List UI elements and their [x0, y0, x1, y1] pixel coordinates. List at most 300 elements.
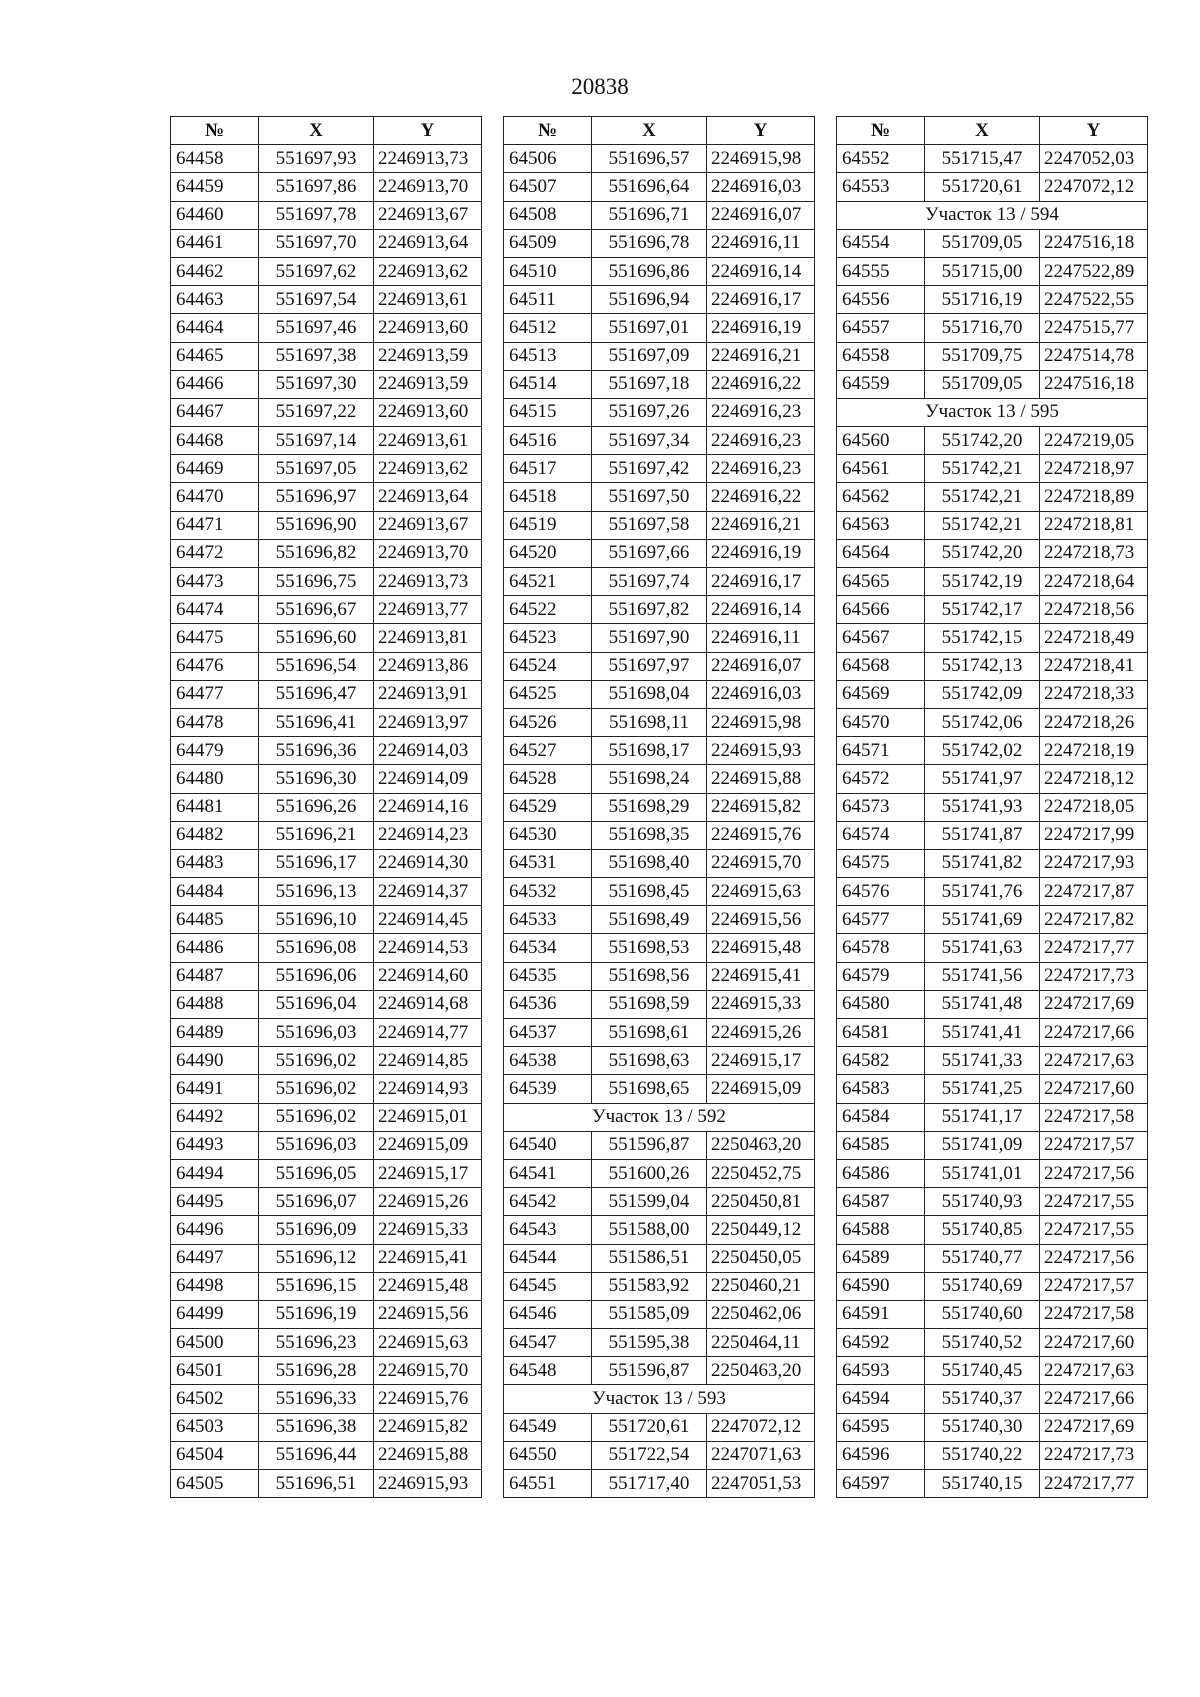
- table-row: [171, 680, 482, 708]
- x-coordinate-cell: 551696,04: [259, 990, 374, 1018]
- y-coordinate-cell: 2246915,26: [374, 1188, 482, 1216]
- table-row: [171, 286, 482, 314]
- y-coordinate-cell: 2246913,73: [374, 568, 482, 596]
- y-coordinate-cell: 2250464,11: [707, 1329, 815, 1357]
- point-number-cell: 64522: [504, 596, 592, 624]
- table-row: [171, 1159, 482, 1187]
- point-number-cell: 64527: [504, 737, 592, 765]
- table-row: [837, 173, 1148, 201]
- y-coordinate-cell: 2250462,06: [707, 1300, 815, 1328]
- table-row: [504, 1244, 815, 1272]
- x-coordinate-cell: 551696,47: [259, 680, 374, 708]
- point-number-cell: 64569: [837, 680, 925, 708]
- y-coordinate-cell: 2247217,69: [1040, 990, 1148, 1018]
- x-coordinate-cell: 551697,01: [592, 314, 707, 342]
- x-coordinate-cell: 551698,29: [592, 793, 707, 821]
- point-number-cell: 64575: [837, 849, 925, 877]
- x-coordinate-cell: 551742,09: [925, 680, 1040, 708]
- x-coordinate-cell: 551740,69: [925, 1272, 1040, 1300]
- table-row: [504, 1047, 815, 1075]
- x-coordinate-cell: 551697,18: [592, 370, 707, 398]
- table-row: [171, 370, 482, 398]
- x-coordinate-cell: 551698,40: [592, 849, 707, 877]
- y-coordinate-cell: 2246913,97: [374, 708, 482, 736]
- y-coordinate-cell: 2246913,64: [374, 483, 482, 511]
- y-coordinate-cell: 2246913,60: [374, 314, 482, 342]
- table-row: [837, 708, 1148, 736]
- y-coordinate-cell: 2250460,21: [707, 1272, 815, 1300]
- point-number-cell: 64567: [837, 624, 925, 652]
- table-row: [504, 1413, 815, 1441]
- table-row: [837, 962, 1148, 990]
- x-coordinate-cell: 551742,15: [925, 624, 1040, 652]
- point-number-cell: 64508: [504, 201, 592, 229]
- y-coordinate-cell: 2247218,41: [1040, 652, 1148, 680]
- y-coordinate-cell: 2246913,60: [374, 398, 482, 426]
- table-row: [504, 1300, 815, 1328]
- table-row: [504, 878, 815, 906]
- y-coordinate-cell: 2246915,93: [374, 1470, 482, 1498]
- table-row: [171, 398, 482, 426]
- table-row: [504, 765, 815, 793]
- y-coordinate-cell: 2246913,62: [374, 455, 482, 483]
- x-coordinate-cell: 551716,70: [925, 314, 1040, 342]
- table-row: [837, 906, 1148, 934]
- y-coordinate-cell: 2250450,05: [707, 1244, 815, 1272]
- table-row: [504, 1329, 815, 1357]
- x-coordinate-cell: 551697,97: [592, 652, 707, 680]
- table-row: [171, 1216, 482, 1244]
- point-number-cell: 64498: [171, 1272, 259, 1300]
- point-number-cell: 64536: [504, 990, 592, 1018]
- y-coordinate-cell: 2250463,20: [707, 1131, 815, 1159]
- point-number-cell: 64558: [837, 342, 925, 370]
- y-coordinate-cell: 2246913,70: [374, 539, 482, 567]
- x-coordinate-cell: 551715,47: [925, 145, 1040, 173]
- y-coordinate-cell: 2246915,41: [707, 962, 815, 990]
- x-coordinate-cell: 551741,87: [925, 821, 1040, 849]
- y-coordinate-cell: 2247218,05: [1040, 793, 1148, 821]
- point-number-cell: 64476: [171, 652, 259, 680]
- table-row: [504, 1159, 815, 1187]
- table-row: [504, 652, 815, 680]
- point-number-cell: 64475: [171, 624, 259, 652]
- y-coordinate-cell: 2247217,69: [1040, 1413, 1148, 1441]
- y-coordinate-cell: 2247218,89: [1040, 483, 1148, 511]
- y-coordinate-cell: 2247217,55: [1040, 1188, 1148, 1216]
- point-number-cell: 64487: [171, 962, 259, 990]
- x-coordinate-cell: 551698,35: [592, 821, 707, 849]
- y-coordinate-cell: 2246915,26: [707, 1019, 815, 1047]
- point-number-cell: 64563: [837, 511, 925, 539]
- point-number-cell: 64576: [837, 878, 925, 906]
- point-number-cell: 64568: [837, 652, 925, 680]
- y-coordinate-cell: 2246915,76: [374, 1385, 482, 1413]
- y-coordinate-cell: 2247218,12: [1040, 765, 1148, 793]
- point-number-cell: 64496: [171, 1216, 259, 1244]
- x-coordinate-cell: 551698,45: [592, 878, 707, 906]
- x-coordinate-cell: 551697,34: [592, 427, 707, 455]
- table-row: [837, 1244, 1148, 1272]
- x-coordinate-cell: 551697,54: [259, 286, 374, 314]
- y-coordinate-cell: 2246915,82: [374, 1413, 482, 1441]
- table-row: [504, 201, 815, 229]
- x-coordinate-cell: 551697,46: [259, 314, 374, 342]
- x-coordinate-cell: 551740,45: [925, 1357, 1040, 1385]
- y-coordinate-cell: 2246915,09: [707, 1075, 815, 1103]
- y-coordinate-cell: 2246916,07: [707, 652, 815, 680]
- x-coordinate-cell: 551696,54: [259, 652, 374, 680]
- table-header-row: [837, 117, 1148, 145]
- y-coordinate-cell: 2246913,59: [374, 342, 482, 370]
- x-coordinate-cell: 551696,02: [259, 1075, 374, 1103]
- y-coordinate-cell: 2247217,66: [1040, 1019, 1148, 1047]
- point-number-cell: 64543: [504, 1216, 592, 1244]
- point-number-cell: 64584: [837, 1103, 925, 1131]
- table-row: [504, 173, 815, 201]
- table-row: [504, 229, 815, 257]
- y-coordinate-cell: 2246916,14: [707, 596, 815, 624]
- y-coordinate-cell: 2246914,85: [374, 1047, 482, 1075]
- table-row: [171, 1413, 482, 1441]
- y-coordinate-cell: 2246916,17: [707, 286, 815, 314]
- point-number-cell: 64501: [171, 1357, 259, 1385]
- section-title: Участок 13 / 594: [837, 201, 1148, 229]
- x-coordinate-cell: 551696,44: [259, 1441, 374, 1469]
- section-row: [504, 1385, 815, 1413]
- y-coordinate-cell: 2246913,73: [374, 145, 482, 173]
- table-row: [171, 737, 482, 765]
- table-row: [504, 934, 815, 962]
- y-coordinate-cell: 2246913,62: [374, 257, 482, 285]
- table-row: [837, 652, 1148, 680]
- x-coordinate-cell: 551696,38: [259, 1413, 374, 1441]
- table-row: [171, 483, 482, 511]
- point-number-cell: 64581: [837, 1019, 925, 1047]
- table-row: [171, 1131, 482, 1159]
- point-number-cell: 64526: [504, 708, 592, 736]
- point-number-cell: 64591: [837, 1300, 925, 1328]
- point-number-cell: 64537: [504, 1019, 592, 1047]
- point-number-cell: 64561: [837, 455, 925, 483]
- point-number-cell: 64481: [171, 793, 259, 821]
- y-coordinate-cell: 2246913,61: [374, 286, 482, 314]
- x-coordinate-cell: 551696,21: [259, 821, 374, 849]
- y-coordinate-cell: 2247052,03: [1040, 145, 1148, 173]
- table-row: [837, 229, 1148, 257]
- table-header-row: [171, 117, 482, 145]
- point-number-cell: 64573: [837, 793, 925, 821]
- point-number-cell: 64469: [171, 455, 259, 483]
- table-row: [171, 455, 482, 483]
- table-row: [837, 737, 1148, 765]
- x-coordinate-cell: 551586,51: [592, 1244, 707, 1272]
- y-coordinate-cell: 2247217,93: [1040, 849, 1148, 877]
- x-coordinate-cell: 551696,09: [259, 1216, 374, 1244]
- point-number-cell: 64549: [504, 1413, 592, 1441]
- point-number-cell: 64528: [504, 765, 592, 793]
- point-number-cell: 64505: [171, 1470, 259, 1498]
- table-row: [504, 342, 815, 370]
- table-row: [504, 990, 815, 1018]
- point-number-cell: 64460: [171, 201, 259, 229]
- table-row: [837, 370, 1148, 398]
- table-row: [504, 1131, 815, 1159]
- point-number-cell: 64466: [171, 370, 259, 398]
- table-row: [504, 1188, 815, 1216]
- table-row: [837, 1075, 1148, 1103]
- y-coordinate-cell: 2247217,73: [1040, 962, 1148, 990]
- y-coordinate-cell: 2247217,60: [1040, 1075, 1148, 1103]
- table-row: [504, 849, 815, 877]
- y-coordinate-cell: 2247217,58: [1040, 1300, 1148, 1328]
- table-row: [171, 1441, 482, 1469]
- point-number-cell: 64467: [171, 398, 259, 426]
- table-header-row: [504, 117, 815, 145]
- y-coordinate-cell: 2250450,81: [707, 1188, 815, 1216]
- table-row: [837, 257, 1148, 285]
- y-coordinate-cell: 2246916,23: [707, 455, 815, 483]
- y-coordinate-cell: 2246915,17: [374, 1159, 482, 1187]
- y-coordinate-cell: 2246915,48: [374, 1272, 482, 1300]
- y-coordinate-cell: 2247218,33: [1040, 680, 1148, 708]
- x-coordinate-cell: 551740,85: [925, 1216, 1040, 1244]
- y-coordinate-cell: 2246915,09: [374, 1131, 482, 1159]
- table-row: [171, 1300, 482, 1328]
- x-coordinate-cell: 551741,56: [925, 962, 1040, 990]
- y-coordinate-cell: 2247217,82: [1040, 906, 1148, 934]
- x-coordinate-cell: 551742,06: [925, 708, 1040, 736]
- x-coordinate-cell: 551600,26: [592, 1159, 707, 1187]
- y-coordinate-cell: 2247217,63: [1040, 1047, 1148, 1075]
- point-number-cell: 64494: [171, 1159, 259, 1187]
- y-coordinate-cell: 2247516,18: [1040, 229, 1148, 257]
- point-number-cell: 64545: [504, 1272, 592, 1300]
- table-row: [837, 427, 1148, 455]
- table-row: [171, 765, 482, 793]
- y-coordinate-cell: 2246916,07: [707, 201, 815, 229]
- table-row: [837, 1131, 1148, 1159]
- y-coordinate-cell: 2247217,55: [1040, 1216, 1148, 1244]
- y-coordinate-cell: 2250452,75: [707, 1159, 815, 1187]
- table-row: [171, 596, 482, 624]
- y-coordinate-cell: 2247218,81: [1040, 511, 1148, 539]
- point-number-cell: 64580: [837, 990, 925, 1018]
- x-coordinate-cell: 551698,61: [592, 1019, 707, 1047]
- table-row: [837, 680, 1148, 708]
- table-row: [837, 568, 1148, 596]
- point-number-cell: 64515: [504, 398, 592, 426]
- point-number-cell: 64470: [171, 483, 259, 511]
- x-coordinate-cell: 551742,20: [925, 427, 1040, 455]
- table-row: [504, 680, 815, 708]
- x-coordinate-cell: 551741,25: [925, 1075, 1040, 1103]
- table-row: [171, 1470, 482, 1498]
- point-number-cell: 64544: [504, 1244, 592, 1272]
- column-header-number: №: [837, 117, 925, 145]
- table-row: [504, 483, 815, 511]
- x-coordinate-cell: 551696,12: [259, 1244, 374, 1272]
- point-number-cell: 64465: [171, 342, 259, 370]
- table-row: [171, 878, 482, 906]
- table-row: [837, 1329, 1148, 1357]
- point-number-cell: 64491: [171, 1075, 259, 1103]
- table-row: [504, 1019, 815, 1047]
- y-coordinate-cell: 2247217,56: [1040, 1244, 1148, 1272]
- table-row: [837, 878, 1148, 906]
- point-number-cell: 64488: [171, 990, 259, 1018]
- point-number-cell: 64594: [837, 1385, 925, 1413]
- x-coordinate-cell: 551696,07: [259, 1188, 374, 1216]
- x-coordinate-cell: 551697,62: [259, 257, 374, 285]
- x-coordinate-cell: 551697,09: [592, 342, 707, 370]
- x-coordinate-cell: 551696,64: [592, 173, 707, 201]
- table-row: [171, 314, 482, 342]
- point-number-cell: 64459: [171, 173, 259, 201]
- point-number-cell: 64520: [504, 539, 592, 567]
- y-coordinate-cell: 2246915,33: [707, 990, 815, 1018]
- point-number-cell: 64514: [504, 370, 592, 398]
- point-number-cell: 64539: [504, 1075, 592, 1103]
- section-row: [504, 1103, 815, 1131]
- y-coordinate-cell: 2246915,88: [707, 765, 815, 793]
- y-coordinate-cell: 2246916,23: [707, 427, 815, 455]
- x-coordinate-cell: 551741,17: [925, 1103, 1040, 1131]
- x-coordinate-cell: 551696,02: [259, 1103, 374, 1131]
- y-coordinate-cell: 2246915,76: [707, 821, 815, 849]
- table-row: [171, 342, 482, 370]
- point-number-cell: 64578: [837, 934, 925, 962]
- y-coordinate-cell: 2246913,81: [374, 624, 482, 652]
- y-coordinate-cell: 2246915,82: [707, 793, 815, 821]
- point-number-cell: 64485: [171, 906, 259, 934]
- x-coordinate-cell: 551740,37: [925, 1385, 1040, 1413]
- x-coordinate-cell: 551696,06: [259, 962, 374, 990]
- column-header-x: X: [592, 117, 707, 145]
- table-row: [504, 708, 815, 736]
- column-header-number: №: [504, 117, 592, 145]
- point-number-cell: 64492: [171, 1103, 259, 1131]
- table-row: [171, 1244, 482, 1272]
- section-row: [837, 201, 1148, 229]
- y-coordinate-cell: 2246913,61: [374, 427, 482, 455]
- point-number-cell: 64564: [837, 539, 925, 567]
- x-coordinate-cell: 551696,75: [259, 568, 374, 596]
- point-number-cell: 64499: [171, 1300, 259, 1328]
- table-row: [171, 906, 482, 934]
- table-row: [171, 990, 482, 1018]
- table-row: [171, 708, 482, 736]
- y-coordinate-cell: 2246915,70: [374, 1357, 482, 1385]
- point-number-cell: 64552: [837, 145, 925, 173]
- y-coordinate-cell: 2247218,49: [1040, 624, 1148, 652]
- x-coordinate-cell: 551696,13: [259, 878, 374, 906]
- table-row: [837, 483, 1148, 511]
- coordinates-table-1: [170, 116, 482, 1498]
- x-coordinate-cell: 551740,22: [925, 1441, 1040, 1469]
- point-number-cell: 64550: [504, 1441, 592, 1469]
- table-row: [171, 427, 482, 455]
- table-row: [504, 145, 815, 173]
- x-coordinate-cell: 551742,21: [925, 511, 1040, 539]
- y-coordinate-cell: 2246913,77: [374, 596, 482, 624]
- x-coordinate-cell: 551741,09: [925, 1131, 1040, 1159]
- table-row: [837, 455, 1148, 483]
- point-number-cell: 64555: [837, 257, 925, 285]
- y-coordinate-cell: 2247218,26: [1040, 708, 1148, 736]
- y-coordinate-cell: 2246916,21: [707, 511, 815, 539]
- x-coordinate-cell: 551696,67: [259, 596, 374, 624]
- y-coordinate-cell: 2246914,16: [374, 793, 482, 821]
- point-number-cell: 64519: [504, 511, 592, 539]
- point-number-cell: 64595: [837, 1413, 925, 1441]
- y-coordinate-cell: 2246916,11: [707, 624, 815, 652]
- y-coordinate-cell: 2247217,77: [1040, 934, 1148, 962]
- x-coordinate-cell: 551717,40: [592, 1470, 707, 1498]
- x-coordinate-cell: 551696,26: [259, 793, 374, 821]
- x-coordinate-cell: 551697,26: [592, 398, 707, 426]
- point-number-cell: 64586: [837, 1159, 925, 1187]
- x-coordinate-cell: 551697,05: [259, 455, 374, 483]
- table-row: [837, 342, 1148, 370]
- table-row: [504, 596, 815, 624]
- x-coordinate-cell: 551697,30: [259, 370, 374, 398]
- y-coordinate-cell: 2246913,70: [374, 173, 482, 201]
- x-coordinate-cell: 551741,76: [925, 878, 1040, 906]
- x-coordinate-cell: 551742,19: [925, 568, 1040, 596]
- point-number-cell: 64582: [837, 1047, 925, 1075]
- table-row: [171, 793, 482, 821]
- y-coordinate-cell: 2247218,56: [1040, 596, 1148, 624]
- table-row: [504, 906, 815, 934]
- table-row: [837, 624, 1148, 652]
- y-coordinate-cell: 2246913,59: [374, 370, 482, 398]
- section-title: Участок 13 / 595: [837, 398, 1148, 426]
- y-coordinate-cell: 2247072,12: [1040, 173, 1148, 201]
- section-row: [837, 398, 1148, 426]
- table-row: [171, 568, 482, 596]
- y-coordinate-cell: 2246915,56: [707, 906, 815, 934]
- point-number-cell: 64509: [504, 229, 592, 257]
- point-number-cell: 64490: [171, 1047, 259, 1075]
- point-number-cell: 64495: [171, 1188, 259, 1216]
- x-coordinate-cell: 551697,14: [259, 427, 374, 455]
- x-coordinate-cell: 551698,59: [592, 990, 707, 1018]
- table-row: [837, 849, 1148, 877]
- point-number-cell: 64511: [504, 286, 592, 314]
- table-row: [171, 201, 482, 229]
- coordinates-table-2: [503, 116, 815, 1498]
- table-row: [504, 427, 815, 455]
- point-number-cell: 64588: [837, 1216, 925, 1244]
- y-coordinate-cell: 2246914,77: [374, 1019, 482, 1047]
- point-number-cell: 64577: [837, 906, 925, 934]
- point-number-cell: 64593: [837, 1357, 925, 1385]
- y-coordinate-cell: 2246914,30: [374, 849, 482, 877]
- y-coordinate-cell: 2247217,56: [1040, 1159, 1148, 1187]
- y-coordinate-cell: 2246915,48: [707, 934, 815, 962]
- point-number-cell: 64518: [504, 483, 592, 511]
- x-coordinate-cell: 551697,86: [259, 173, 374, 201]
- table-row: [837, 539, 1148, 567]
- x-coordinate-cell: 551740,60: [925, 1300, 1040, 1328]
- table-row: [837, 990, 1148, 1018]
- x-coordinate-cell: 551698,04: [592, 680, 707, 708]
- table-row: [837, 314, 1148, 342]
- table-row: [837, 793, 1148, 821]
- table-row: [837, 596, 1148, 624]
- x-coordinate-cell: 551740,52: [925, 1329, 1040, 1357]
